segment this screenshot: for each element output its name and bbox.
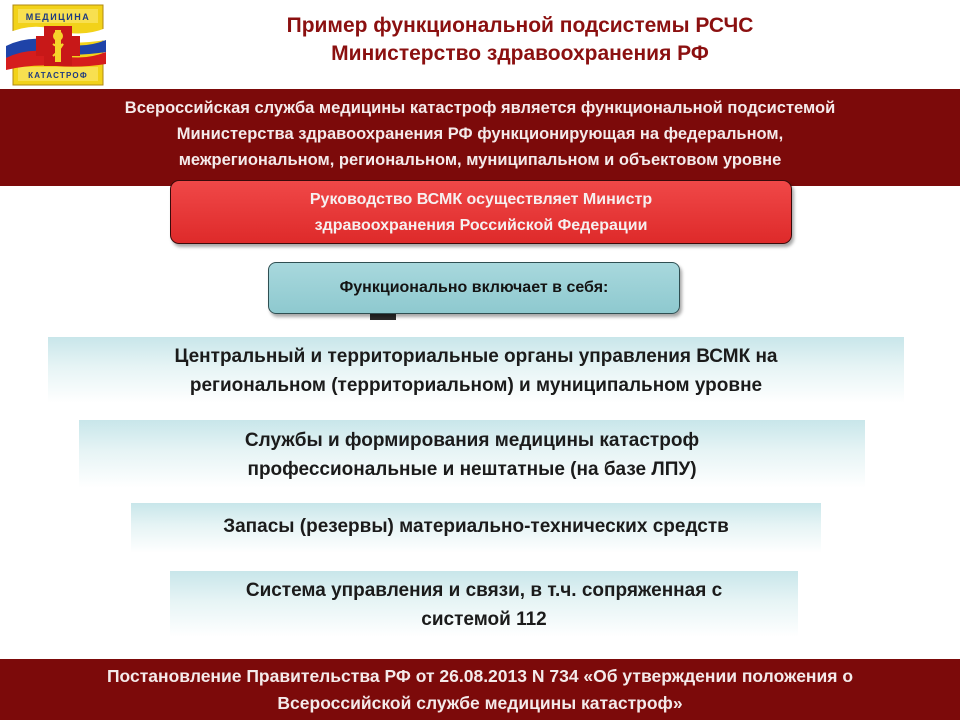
component-4-line-1: Система управления и связи, в т.ч. сопряженная с bbox=[245, 580, 723, 601]
leadership-line-2: здравоохранения Российской Федерации bbox=[314, 217, 648, 234]
title-line-1: Пример функциональной подсистемы РСЧС bbox=[286, 14, 754, 37]
intro-line-2: Министерства здравоохранения РФ функционирующая на федеральном, bbox=[176, 125, 784, 143]
includes-box bbox=[268, 262, 680, 314]
logo-top-text: МЕДИЦИНА bbox=[25, 12, 91, 22]
footer-line-2: Всероссийской службе медицины катастроф» bbox=[277, 693, 683, 713]
component-item-services bbox=[79, 420, 865, 488]
footer-banner bbox=[0, 659, 960, 720]
leadership-box bbox=[170, 180, 792, 244]
component-4-line-2: системой 112 bbox=[421, 609, 547, 630]
component-3-line-1: Запасы (резервы) материально-технических средств bbox=[223, 516, 729, 537]
component-2-line-2: профессиональные и нештатные (на базе ЛПУ) bbox=[247, 459, 697, 480]
logo-bottom-text: КАТАСТРОФ bbox=[28, 71, 88, 80]
component-item-reserves bbox=[131, 503, 821, 553]
component-1-line-2: региональном (территориальном) и муниципальном уровне bbox=[189, 375, 763, 396]
title-line-2: Министерство здравоохранения РФ bbox=[331, 42, 709, 65]
intro-line-1: Всероссийская служба медицины катастроф является функциональной подсистемой bbox=[124, 99, 836, 117]
component-item-management-bodies bbox=[48, 337, 904, 403]
component-item-communications bbox=[170, 571, 798, 637]
intro-banner bbox=[0, 89, 960, 186]
medicine-of-catastrophes-logo bbox=[6, 4, 106, 86]
page-title bbox=[190, 12, 850, 68]
leadership-line-1: Руководство ВСМК осуществляет Министр bbox=[309, 191, 653, 208]
intro-line-3: межрегиональном, региональном, муниципальном и объектовом уровне bbox=[178, 151, 782, 169]
includes-label: Функционально включает в себя: bbox=[339, 279, 609, 296]
component-1-line-1: Центральный и территориальные органы управления ВСМК на bbox=[174, 346, 778, 367]
component-2-line-1: Службы и формирования медицины катастроф bbox=[244, 430, 700, 451]
footer-line-1: Постановление Правительства РФ от 26.08.2013 N 734 «Об утверждении положения о bbox=[106, 666, 854, 686]
